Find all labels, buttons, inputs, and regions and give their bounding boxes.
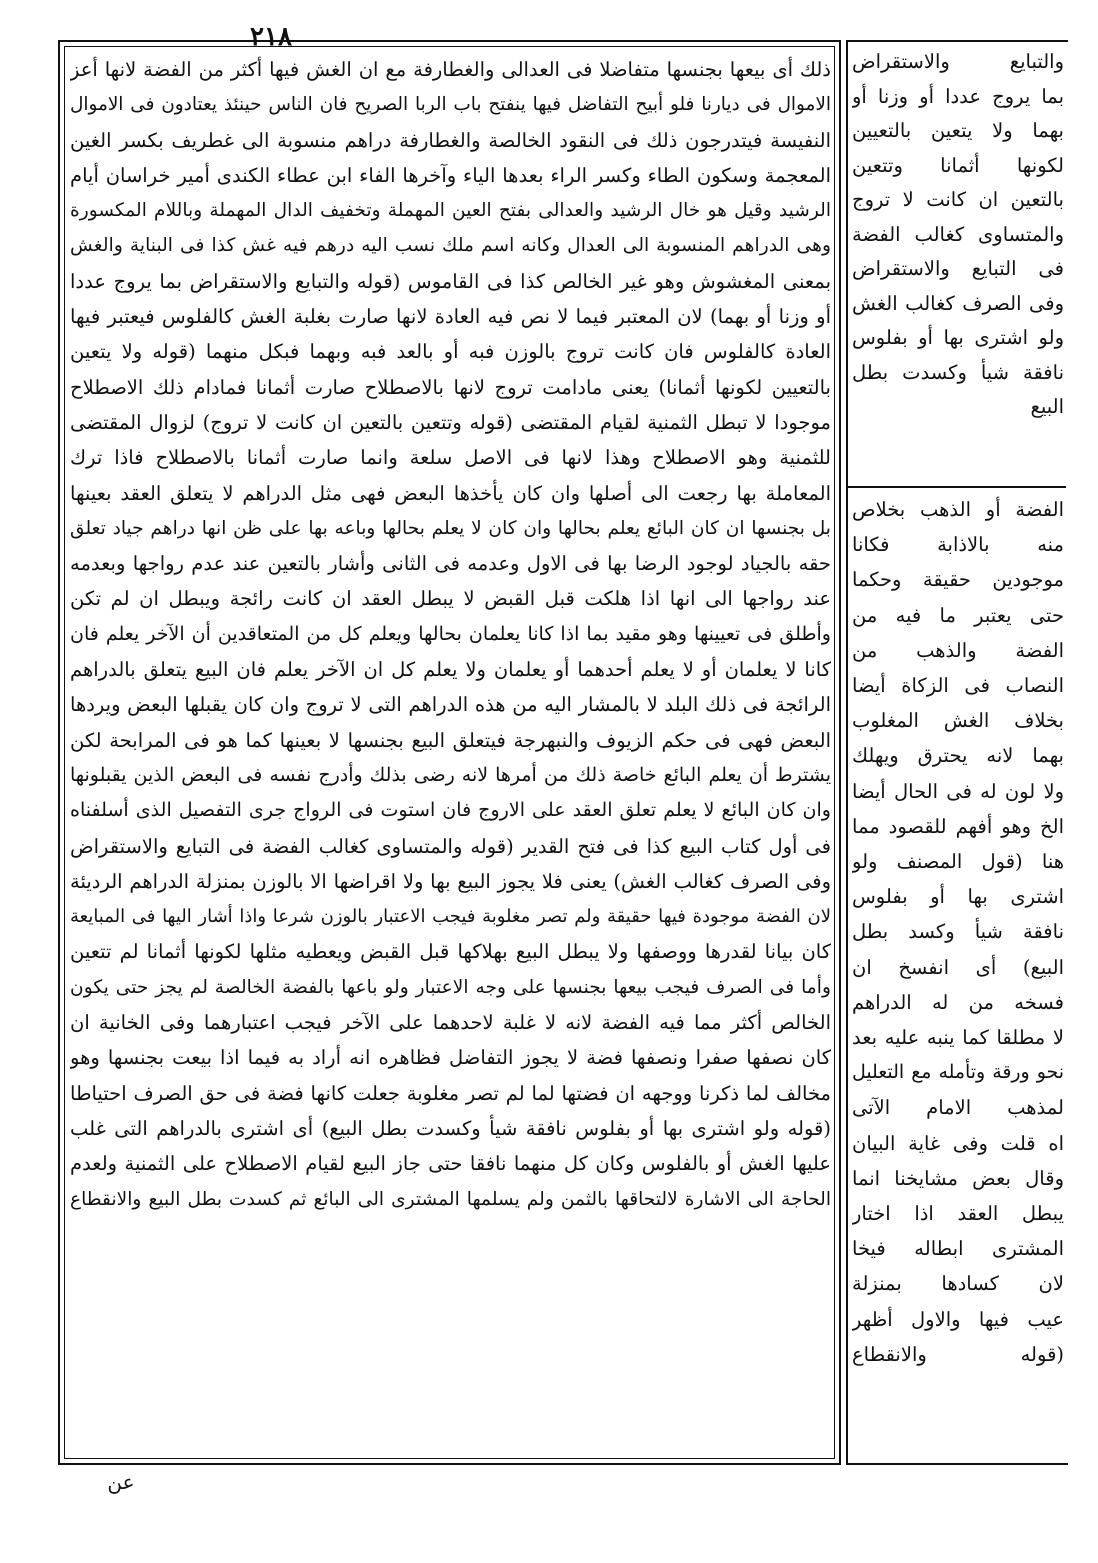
text-line: نافقة شيأ وكسد بطل bbox=[852, 920, 1064, 944]
text-line: البعض فهى فى حكم الزيوف والنبهرجة فيتعلق البيع بجنسها لا بعينها كما هو فى المرابحة لكن bbox=[70, 728, 831, 752]
text-line: كان بيانا لقدرها ووصفها ولا يبطل البيع بهلاكها قبل القبض ويعطيه مثلها لكونها أثمانا لم تتعين bbox=[70, 940, 831, 964]
margin-divider bbox=[848, 486, 1066, 488]
text-line: بالتعين ان كانت لا تروج bbox=[852, 188, 1064, 211]
text-line: ولو اشترى بها أو بفلوس bbox=[852, 326, 1064, 349]
text-line: الخالص أكثر مما فيه الفضة لانه لا غلبة لاحدهما على الآخر فيجب اعتبارهما وفى الخانية ان bbox=[70, 1011, 831, 1035]
text-line: الحاجة الى الاشارة لالتحاقها بالثمن ولم يسلمها المشترى الى البائع ثم كسدت بطل البيع والانقطاع bbox=[70, 1188, 831, 1210]
text-line: فى التبايع والاستقراض bbox=[852, 257, 1064, 280]
text-line: نحو ورقة وتأمله مع التعليل bbox=[852, 1061, 1064, 1084]
text-line: البيع) أى انفسخ ان bbox=[852, 955, 1064, 979]
text-line: وفى الصرف كغالب الغش) يعنى فلا يجوز البيع بها ولا اقراضها الا بالوزن بمنزلة الدراهم الرديئة bbox=[70, 869, 831, 893]
text-line: وأطلق فى تعيينها وهو مقيد بما اذا كانا يعلمان بحالها ويعلم كل من المتعاقدين أن الآخر يعلم فان bbox=[70, 622, 831, 645]
text-line: بهما لانه يحترق ويهلك bbox=[852, 744, 1064, 768]
text-line: أو وزنا أو بهما) لان المعتبر فيما لا نص فيه العادة لانها صارت بغلبة الغش كالفلوس فيعتبر فيها bbox=[70, 305, 831, 329]
text-line: اشترى بها أو بفلوس bbox=[852, 885, 1064, 909]
text-line: والمتساوى كغالب الفضة bbox=[852, 222, 1064, 246]
text-line: موجودا لا تبطل الثمنية لقيام المقتضى (قوله وتتعين بالتعين ان كانت لا تروج) لزوال المقتضى bbox=[70, 410, 831, 434]
text-line: وهى الدراهم المنسوبة الى العدال وكانه اسم ملك نسب اليه درهم فيه غش كذا فى البناية والغش bbox=[70, 235, 831, 257]
margin-commentary-block bbox=[852, 492, 1064, 1457]
text-line: بمعنى المغشوش وهو غير الخالص كذا فى القاموس (قوله والتبايع والاستقراض بما يروج عددا bbox=[70, 269, 831, 293]
text-line: يبطل العقد اذا اختار bbox=[852, 1202, 1064, 1226]
text-line: الفضة والذهب من bbox=[852, 638, 1064, 662]
text-line: لمذهب الامام الآتى bbox=[852, 1096, 1064, 1120]
text-line: ذلك أى بيعها بجنسها متفاضلا فى العدالى والغطارفة مع ان الغش فيها أكثر من الفضة لانها أعز bbox=[70, 58, 831, 81]
text-line: النفيسة فيتدرجون ذلك فى النقود الخالصة والغطارفة دراهم منسوبة الى غطريف بكسر الغين bbox=[70, 128, 831, 152]
text-line: المعاملة بها رجعت الى أصلها وان كان يأخذها البعض فهى مثل الدراهم لا يتعلق العقد بعينها bbox=[70, 481, 831, 505]
text-line: اه قلت وفى غاية البيان bbox=[852, 1131, 1064, 1155]
text-line: وان كان البائع لا يعلم تعلق العقد على الاروج فان استوت فى الرواج جرى التفصيل الذى أسلفناه bbox=[70, 799, 831, 822]
text-line: مخالف لما ذكرنا ووجهه ان فضتها لما لم تصر مغلوبة جعلت كانها فضة فى حق الصرف احتياطا bbox=[70, 1081, 831, 1105]
text-line: عيب فيها والاول أظهر bbox=[852, 1307, 1064, 1331]
text-line: بالتعيين لكونها أثمانا) يعنى مادامت تروج لانها بالاصطلاح صارت أثمانا فمادام ذلك الاصطلاح bbox=[70, 375, 831, 399]
text-line: بما يروج عددا أو وزنا أو bbox=[852, 84, 1064, 108]
text-line: والتبايع والاستقراض bbox=[852, 50, 1064, 73]
text-line: لا مطلقا كما ينبه عليه بعد bbox=[852, 1026, 1064, 1050]
text-line: كان نصفها صفرا ونصفها فضة لا يجوز التفاضل فظاهره انه أراد به فيما اذا بيعت بجنسها وهو bbox=[70, 1046, 831, 1070]
text-line: الرشيد وقيل هو خال الرشيد والعدالى بفتح العين المهملة وتخفيف الدال المهملة وباللام المكسورة bbox=[70, 200, 831, 222]
text-line: لان الفضة موجودة فيها حقيقة ولم تصر مغلوبة فيجب الاعتبار بالوزن شرعا واذا أشار اليها فى المبايعة bbox=[70, 906, 831, 928]
text-line: الاموال فى ديارنا فلو أبيح التفاضل فيها ينفتح باب الربا الصريح فان الناس حينئذ يعتادون فى الاموال bbox=[70, 94, 831, 116]
text-line: الفضة أو الذهب بخلاص bbox=[852, 498, 1064, 521]
text-line: وفى الصرف كغالب الغش bbox=[852, 291, 1064, 315]
text-line: النصاب فى الزكاة أيضا bbox=[852, 674, 1064, 698]
text-line: فسخه من له الدراهم bbox=[852, 990, 1064, 1014]
text-line: الرائجة فى ذلك البلد لا بالمشار اليه من هذه الدراهم التى لا تروج وان كان يقبلها البعض ويردها bbox=[70, 693, 831, 717]
text-line: البيع bbox=[1030, 395, 1064, 418]
text-line: لان كسادها بمنزلة bbox=[852, 1272, 1064, 1296]
text-line: الخ وهو أفهم للقصود مما bbox=[852, 814, 1064, 838]
text-line: وقال بعض مشايخنا انما bbox=[852, 1166, 1064, 1190]
text-line: العادة كالفلوس فان كانت تروج بالوزن فبه أو بالعد فبه وبهما فبكل منهما (قوله ولا يتعين bbox=[70, 340, 831, 364]
margin-matn-block bbox=[852, 45, 1064, 465]
catchword: عن bbox=[107, 1470, 135, 1494]
text-line: كانا لا يعلمان أو لا يعلم أحدهما أو يعلمان ولا يعلم كل ان الآخر يعلم فان البيع يتعلق بالدراهم bbox=[70, 658, 831, 682]
text-line: نافقة شيأ وكسدت بطل bbox=[852, 360, 1064, 384]
text-line: بهما ولا يتعين بالتعيين bbox=[852, 119, 1064, 142]
text-line: بل بجنسها ان كان البائع يعلم بحالها وان كان لا يعلم بحالها وباعه بها على ظن انها دراهم جياد تعلق bbox=[70, 517, 831, 539]
text-line: (قوله ولو اشترى بها أو بفلوس نافقة شيأ وكسدت بطل البيع) أى اشترى بالدراهم التى غلب bbox=[70, 1116, 831, 1140]
text-line: يشترط أن يعلم البائع خاصة ذلك من أمرها لانه رضى بذلك وأدرج نفسه فى البعض الذين يقبلونها bbox=[70, 763, 831, 786]
text-line: للثمنية وهو الاصطلاح وهذا لانها فى الاصل سلعة وانما صارت أثمانا بالاصطلاح فاذا ترك bbox=[70, 446, 831, 470]
text-line: لكونها أثمانا وتتعين bbox=[852, 153, 1064, 177]
text-line: ولا لون له فى الحال أيضا bbox=[852, 779, 1064, 803]
text-line: المشترى ابطاله فيخا bbox=[852, 1237, 1064, 1261]
text-line: حقه بالجياد لوجود الرضا بها فى الاول وعدمه فى الثانى وأشار بالتعين عند عدم رواجها وبعدمه bbox=[70, 552, 831, 576]
page-number: ٢١٨ bbox=[250, 22, 292, 52]
text-line: حتى يعتبر ما فيه من bbox=[852, 603, 1064, 627]
text-line: فى أول كتاب البيع كذا فى فتح القدير (قوله والمتساوى كغالب الفضة فى التبايع والاستقراض bbox=[70, 834, 831, 858]
text-line: منه بالاذابة فكانا bbox=[852, 533, 1064, 557]
text-line: المعجمة وسكون الطاء وكسر الراء بعدها الياء وآخرها الفاء ابن عطاء الكندى أمير خراسان أيام bbox=[70, 163, 831, 187]
main-text-block bbox=[70, 52, 831, 1457]
text-line: هنا (قول المصنف ولو bbox=[852, 850, 1064, 874]
text-line: وأما فى الصرف فيجب بيعها بجنسها على وجه الاعتبار ولو باعها بالفضة الخالصة لم يجز حتى يكون bbox=[70, 976, 831, 998]
text-line: (قوله والانقطاع bbox=[852, 1342, 1064, 1366]
text-line: موجودين حقيقة وحكما bbox=[852, 568, 1064, 592]
text-line: بخلاف الغش المغلوب bbox=[852, 709, 1064, 733]
text-line: عليها الغش أو بالفلوس وكان كل منهما نافقا حتى جاز البيع لقيام الاصطلاح على الثمنية ولعدم bbox=[70, 1152, 831, 1176]
text-line: عند رواجها الى انها اذا هلكت قبل القبض لا يبطل العقد ان كانت رائجة ويبطل ان لم تكن bbox=[70, 587, 831, 611]
